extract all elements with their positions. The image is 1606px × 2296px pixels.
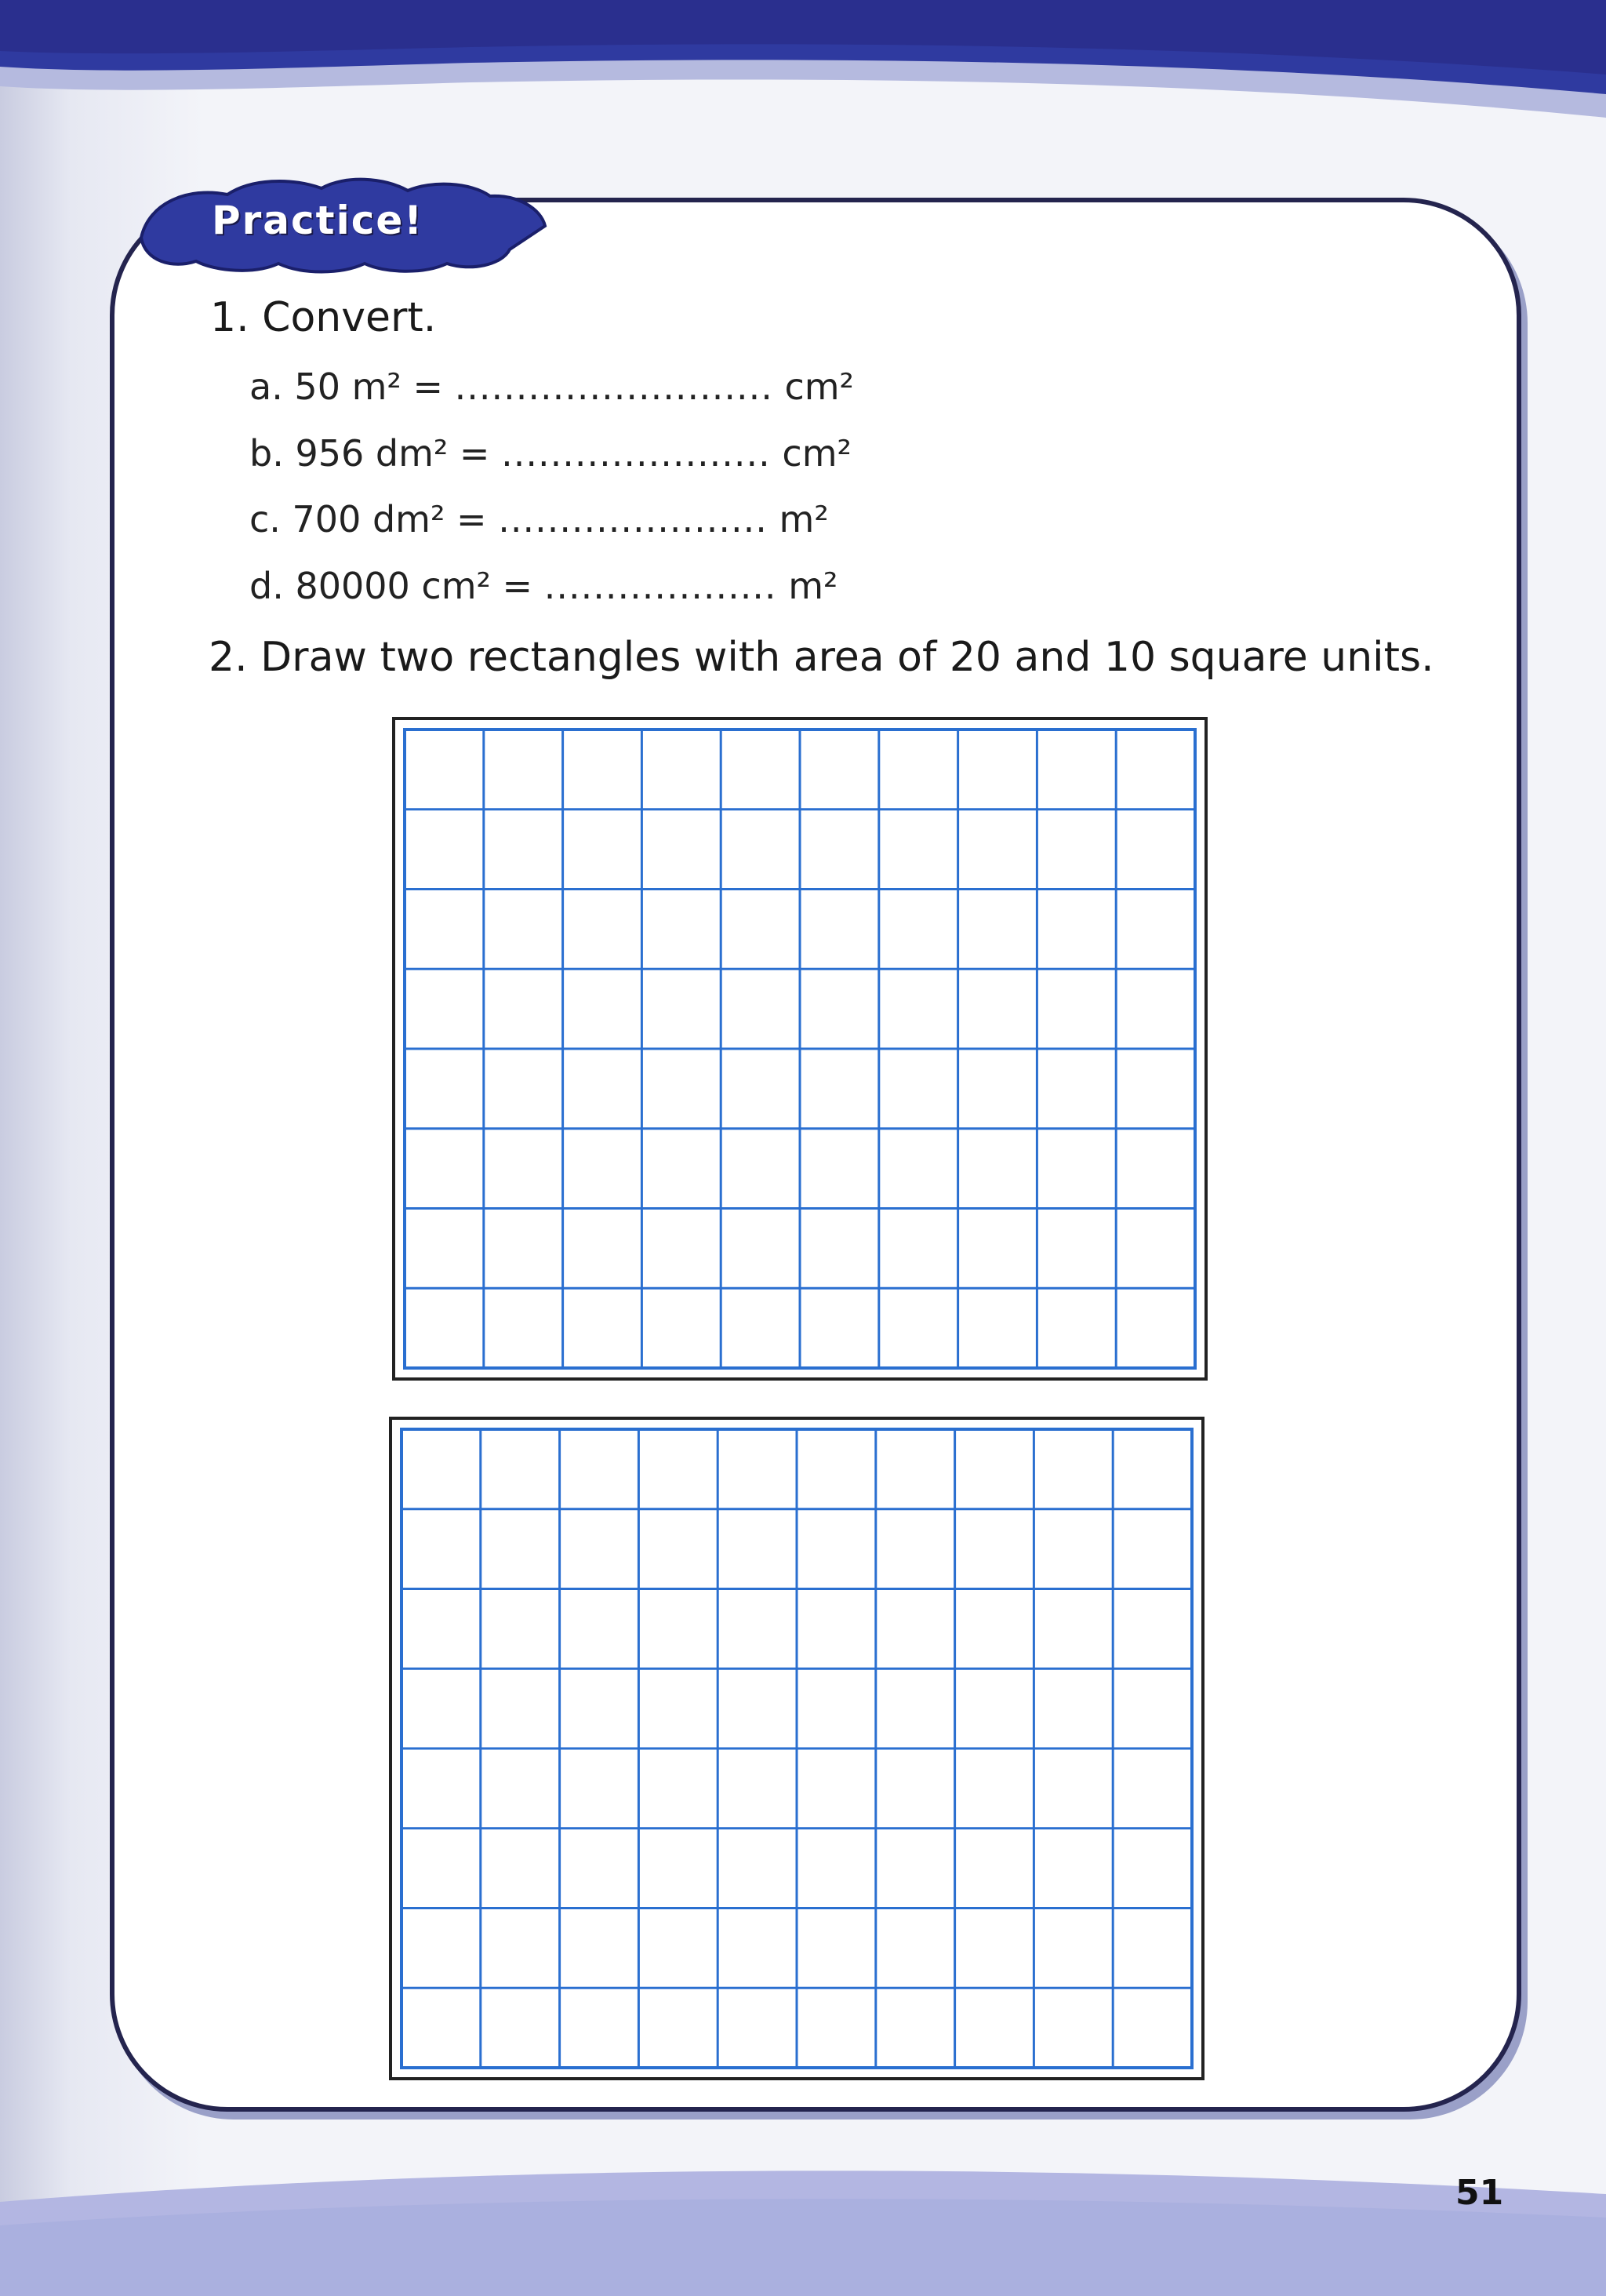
- convert-item-c: [249, 498, 829, 540]
- answer-blank[interactable]: ...................: [543, 565, 777, 607]
- convert-item-unit: cm²: [782, 432, 852, 475]
- convert-item-d: [249, 565, 838, 607]
- answer-blank[interactable]: ..........................: [454, 366, 773, 408]
- convert-item-unit: m²: [788, 565, 838, 607]
- convert-item-label: c. 700 dm² =: [249, 498, 487, 540]
- drawing-grid-1[interactable]: [392, 717, 1208, 1381]
- practice-badge-label: Practice!: [212, 198, 424, 243]
- question-1-title: 1. Convert.: [210, 294, 437, 341]
- convert-item-unit: m²: [779, 498, 829, 540]
- convert-item-b: [249, 432, 852, 475]
- page-number: 51: [1455, 2173, 1504, 2213]
- drawing-grid-2[interactable]: [389, 1417, 1204, 2080]
- grid-lines: [403, 728, 1197, 1370]
- top-decorative-band: [0, 0, 1606, 118]
- convert-item-label: b. 956 dm² =: [249, 432, 490, 475]
- answer-blank[interactable]: ......................: [501, 432, 771, 475]
- convert-item-label: d. 80000 cm² =: [249, 565, 533, 607]
- convert-item-label: a. 50 m² =: [249, 366, 444, 408]
- convert-item-unit: cm²: [784, 366, 854, 408]
- bottom-decorative-band: [0, 2108, 1606, 2296]
- question-2-title: 2. Draw two rectangles with area of 20 and 10 square units.: [209, 634, 1434, 681]
- convert-item-a: [249, 366, 854, 408]
- grid-lines: [400, 1428, 1194, 2069]
- answer-blank[interactable]: ......................: [498, 498, 768, 540]
